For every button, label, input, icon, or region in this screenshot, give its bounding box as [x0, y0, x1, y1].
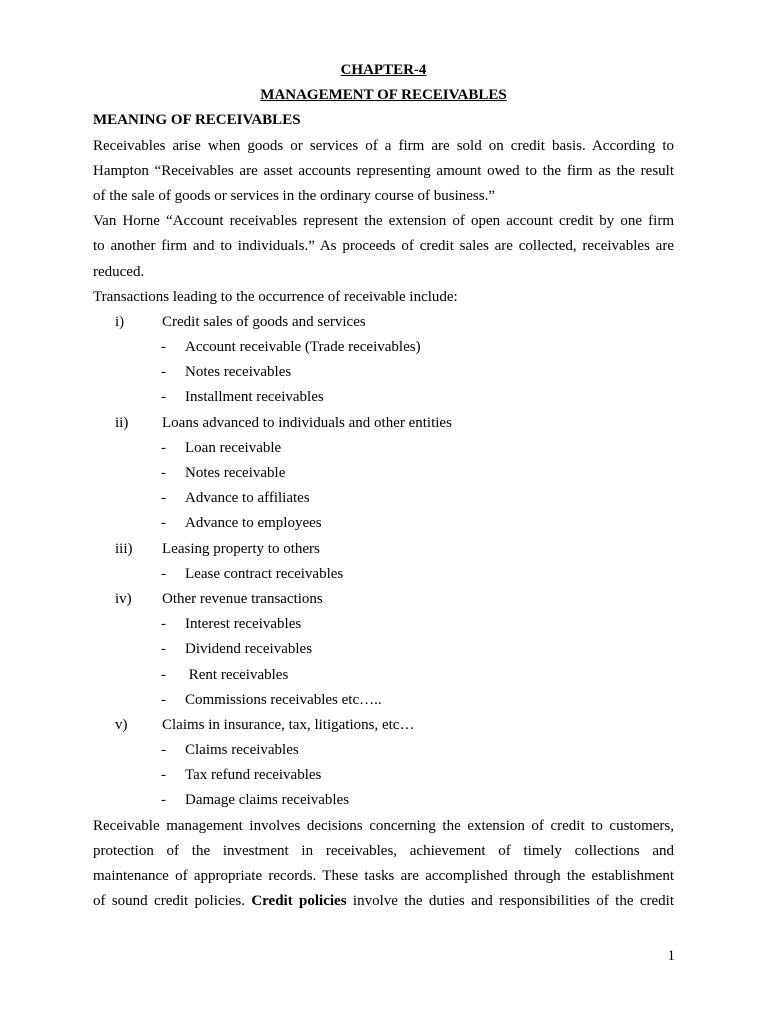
closing-text-before: of sound credit policies.	[93, 893, 252, 910]
dash-bullet: -	[161, 767, 166, 784]
sub-item-label: Interest receivables	[185, 616, 302, 633]
transaction-item	[93, 310, 674, 335]
sub-item	[93, 360, 674, 385]
chapter-label: CHAPTER-4	[340, 62, 427, 78]
sub-item	[93, 461, 674, 486]
sub-item	[93, 637, 674, 662]
sub-item-label: Account receivable (Trade receivables)	[185, 339, 421, 356]
sub-item	[93, 688, 674, 713]
closing-line: protection of the investment in receivables, achievement of timely collections and	[93, 842, 674, 859]
document-page	[93, 58, 674, 914]
intro-line: Van Horne “Account receivables represent the extension of open account credit by one firm	[93, 213, 674, 230]
dash-bullet: -	[161, 515, 166, 532]
intro-line: Receivables arise when goods or services of a firm are sold on credit basis. According to	[93, 137, 674, 154]
transaction-label: Other revenue transactions	[162, 590, 323, 607]
intro-line: to another firm and to individuals.” As proceeds of credit sales are collected, receivables are	[93, 238, 674, 255]
transaction-item	[93, 411, 674, 436]
dash-bullet: -	[161, 666, 166, 683]
dash-bullet: -	[161, 439, 166, 456]
page-number: 1	[667, 948, 675, 964]
sub-item-label: Dividend receivables	[185, 641, 313, 658]
list-numeral: i)	[115, 313, 125, 330]
list-numeral: iii)	[115, 540, 133, 557]
dash-bullet: -	[161, 792, 166, 809]
intro-line: Transactions leading to the occurrence of receivable include:	[93, 288, 458, 305]
closing-line: maintenance of appropriate records. These tasks are accomplished through the establishment	[93, 868, 674, 884]
transaction-item	[93, 713, 674, 738]
sub-item	[93, 562, 674, 587]
sub-item-label: Notes receivable	[185, 465, 286, 481]
chapter-title: MANAGEMENT OF RECEIVABLES	[260, 87, 507, 104]
sub-item-label: Advance to affiliates	[185, 490, 310, 507]
dash-bullet: -	[161, 465, 166, 481]
sub-item	[93, 335, 674, 360]
dash-bullet: -	[161, 364, 166, 381]
transaction-item	[93, 537, 674, 562]
sub-item-label: Notes receivables	[185, 364, 292, 381]
closing-text-after: involve the duties and responsibilities of the credit	[346, 893, 674, 910]
sub-item-label: Advance to employees	[185, 515, 322, 532]
sub-item	[93, 612, 674, 637]
transaction-item	[93, 587, 674, 612]
sub-item-label: Damage claims receivables	[185, 792, 350, 809]
list-numeral: ii)	[115, 414, 129, 431]
dash-bullet: -	[161, 742, 166, 759]
sub-item	[93, 385, 674, 410]
sub-item-label: Commissions receivables etc…..	[185, 691, 382, 708]
credit-policies-term: Credit policies	[251, 893, 347, 910]
closing-line-last	[93, 889, 674, 914]
intro-line: reduced.	[93, 263, 145, 280]
intro-line: of the sale of goods or services in the ordinary course of business.”	[93, 187, 495, 204]
transaction-label: Loans advanced to individuals and other entities	[162, 414, 452, 431]
sub-item	[93, 788, 674, 813]
sub-item	[93, 763, 674, 788]
transaction-label: Credit sales of goods and services	[162, 313, 366, 330]
dash-bullet: -	[161, 616, 166, 633]
intro-line: Hampton “Receivables are asset accounts representing amount owed to the firm as the result	[93, 162, 674, 179]
dash-bullet: -	[161, 339, 166, 356]
transaction-label: Leasing property to others	[162, 540, 320, 557]
sub-item-label: Loan receivable	[185, 439, 282, 456]
dash-bullet: -	[161, 691, 166, 708]
dash-bullet: -	[161, 389, 166, 406]
sub-item-label: Claims receivables	[185, 742, 299, 759]
transaction-label: Claims in insurance, tax, litigations, etc…	[162, 716, 415, 733]
sub-item	[93, 663, 674, 688]
sub-item	[93, 486, 674, 511]
sub-item	[93, 511, 674, 536]
sub-item	[93, 436, 674, 461]
dash-bullet: -	[161, 641, 166, 658]
section-heading: MEANING OF RECEIVABLES	[93, 112, 301, 129]
sub-item-label: Installment receivables	[185, 389, 324, 406]
dash-bullet: -	[161, 565, 166, 582]
list-numeral: v)	[115, 716, 128, 733]
sub-item-label: Tax refund receivables	[185, 767, 322, 784]
closing-line: Receivable management involves decisions concerning the extension of credit to customers,	[93, 817, 674, 834]
sub-item-label: Lease contract receivables	[185, 565, 344, 582]
sub-item	[93, 738, 674, 763]
list-numeral: iv)	[115, 590, 132, 607]
sub-item-label: Rent receivables	[185, 666, 289, 683]
dash-bullet: -	[161, 490, 166, 507]
